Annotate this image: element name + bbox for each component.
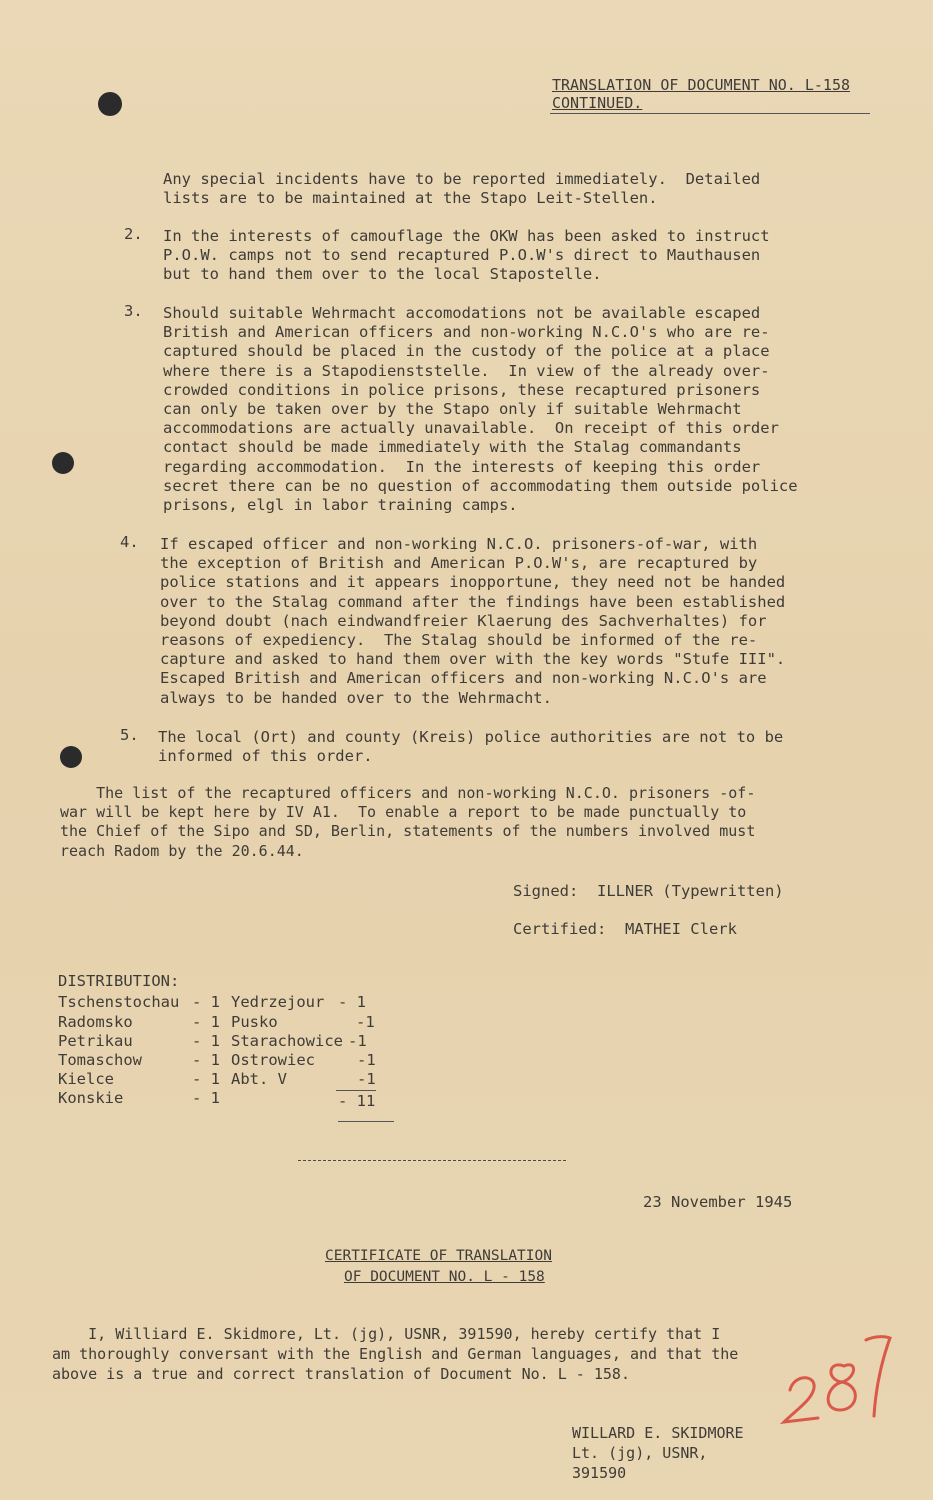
certificate-body: I, Williard E. Skidmore, Lt. (jg), USNR, 391590, hereby certify that I am thoroughly conversant with the English and German languages, and that the above is a true and correct translation of Document No. L - 158. <box>52 1325 739 1383</box>
certificate-subtitle: OF DOCUMENT NO. L - 158 <box>344 1269 545 1285</box>
paragraph-list-report: The list of the recaptured officers and non-working N.C.O. prisoners -of- war will be kept here by IV A1. To enable a report to be made punctually to the Chief of the Sipo and SD, Berlin, statements of the numbers involved must reach Radom by the 20.6.44. <box>60 784 756 860</box>
dist-left-4: Kielce <box>58 1070 114 1088</box>
dist-rcount-4: -1 <box>357 1070 376 1088</box>
dist-left-1: Radomsko <box>58 1013 133 1031</box>
dist-lcount-1: - 1 <box>192 1013 220 1031</box>
dist-lcount-3: - 1 <box>192 1051 220 1069</box>
dist-total-rule <box>338 1121 394 1122</box>
translator-name: WILLARD E. SKIDMORE <box>572 1424 744 1442</box>
dist-right-3: Ostrowiec <box>231 1051 315 1069</box>
translator-serial: 391590 <box>572 1464 627 1482</box>
dist-lcount-5: - 1 <box>192 1089 220 1107</box>
item-5-text: The local (Ort) and county (Kreis) police authorities are not to be informed of this order. <box>158 728 784 766</box>
dist-rcount-3: -1 <box>357 1051 376 1069</box>
item-number-5: 5. <box>120 726 139 744</box>
dist-rcount-2: -1 <box>348 1032 367 1050</box>
punch-hole-bottom <box>60 746 82 768</box>
item-2-text: In the interests of camouflage the OKW has been asked to instruct P.O.W. camps not to send recaptured P.O.W's direct to Mauthausen but to hand them over to the local Stapostelle. <box>163 227 770 284</box>
item-number-4: 4. <box>120 533 139 551</box>
paragraph-incidents: Any special incidents have to be reported immediately. Detailed lists are to be maintained at the Stapo Leit-Stellen. <box>163 170 761 208</box>
dist-lcount-4: - 1 <box>192 1070 220 1088</box>
certificate-title: CERTIFICATE OF TRANSLATION <box>325 1248 552 1264</box>
dist-right-0: Yedrzejour <box>231 993 325 1011</box>
translator-rank: Lt. (jg), USNR, <box>572 1444 708 1462</box>
header-continued: CONTINUED. <box>552 94 643 112</box>
certificate-date: 23 November 1945 <box>643 1193 793 1211</box>
dist-left-2: Petrikau <box>58 1032 133 1050</box>
dist-lcount-0: - 1 <box>192 993 220 1011</box>
dist-sum-rule <box>336 1090 376 1091</box>
punch-hole-middle <box>52 452 74 474</box>
item-number-3: 3. <box>124 302 143 320</box>
item-4-text: If escaped officer and non-working N.C.O. prisoners-of-war, with the exception of British and American P.O.W's, are recaptured by police stations and it appears inopportune, they need not be handed over to the Stalag command after the findings have been established beyond doubt (nach eindwandfreier Klaerung des Sachverhaltes) for reasons of expediency. The Stalag should be informed of the re- capture and asked to hand them over with the key words "Stufe III". Escaped British and American officers and non-working N.C.O's are always to be handed over to the Wehrmacht. <box>160 535 786 707</box>
dist-right-2: Starachowice <box>231 1032 343 1050</box>
certified-line: Certified: MATHEI Clerk <box>513 920 737 938</box>
header-rule <box>550 113 870 114</box>
section-divider <box>298 1160 566 1161</box>
punch-hole-top <box>98 92 122 116</box>
dist-right-1: Pusko <box>231 1013 278 1031</box>
distribution-heading: DISTRIBUTION: <box>58 972 180 990</box>
dist-left-3: Tomaschow <box>58 1051 142 1069</box>
item-number-2: 2. <box>124 225 143 243</box>
dist-left-0: Tschenstochau <box>58 993 180 1011</box>
dist-lcount-2: - 1 <box>192 1032 220 1050</box>
dist-rcount-5: - 11 <box>338 1092 376 1110</box>
handwritten-page-number <box>770 1330 900 1430</box>
dist-left-5: Konskie <box>58 1089 124 1107</box>
dist-rcount-0: - 1 <box>338 993 366 1011</box>
dist-rcount-1: -1 <box>356 1013 375 1031</box>
dist-right-4: Abt. V <box>231 1070 287 1088</box>
signed-line: Signed: ILLNER (Typewritten) <box>513 882 784 900</box>
header-title: TRANSLATION OF DOCUMENT NO. L-158 <box>552 76 851 94</box>
item-3-text: Should suitable Wehrmacht accomodations not be available escaped British and American officers and non-working N.C.O's who are re- captured should be placed in the custody of the police at a place where there is a Stapodienststelle. In view of the already over- crowded conditions in police prisons, these recaptured prisoners can only be taken over by the Stapo only if suitable Wehrmacht accommodations are actually unavailable. On receipt of this order contact should be made immediately with the Stalag commandants regarding accommodation. In the interests of keeping this order secret there can be no question of accommodating them outside police prisons, elgl in labor training camps. <box>163 304 798 515</box>
